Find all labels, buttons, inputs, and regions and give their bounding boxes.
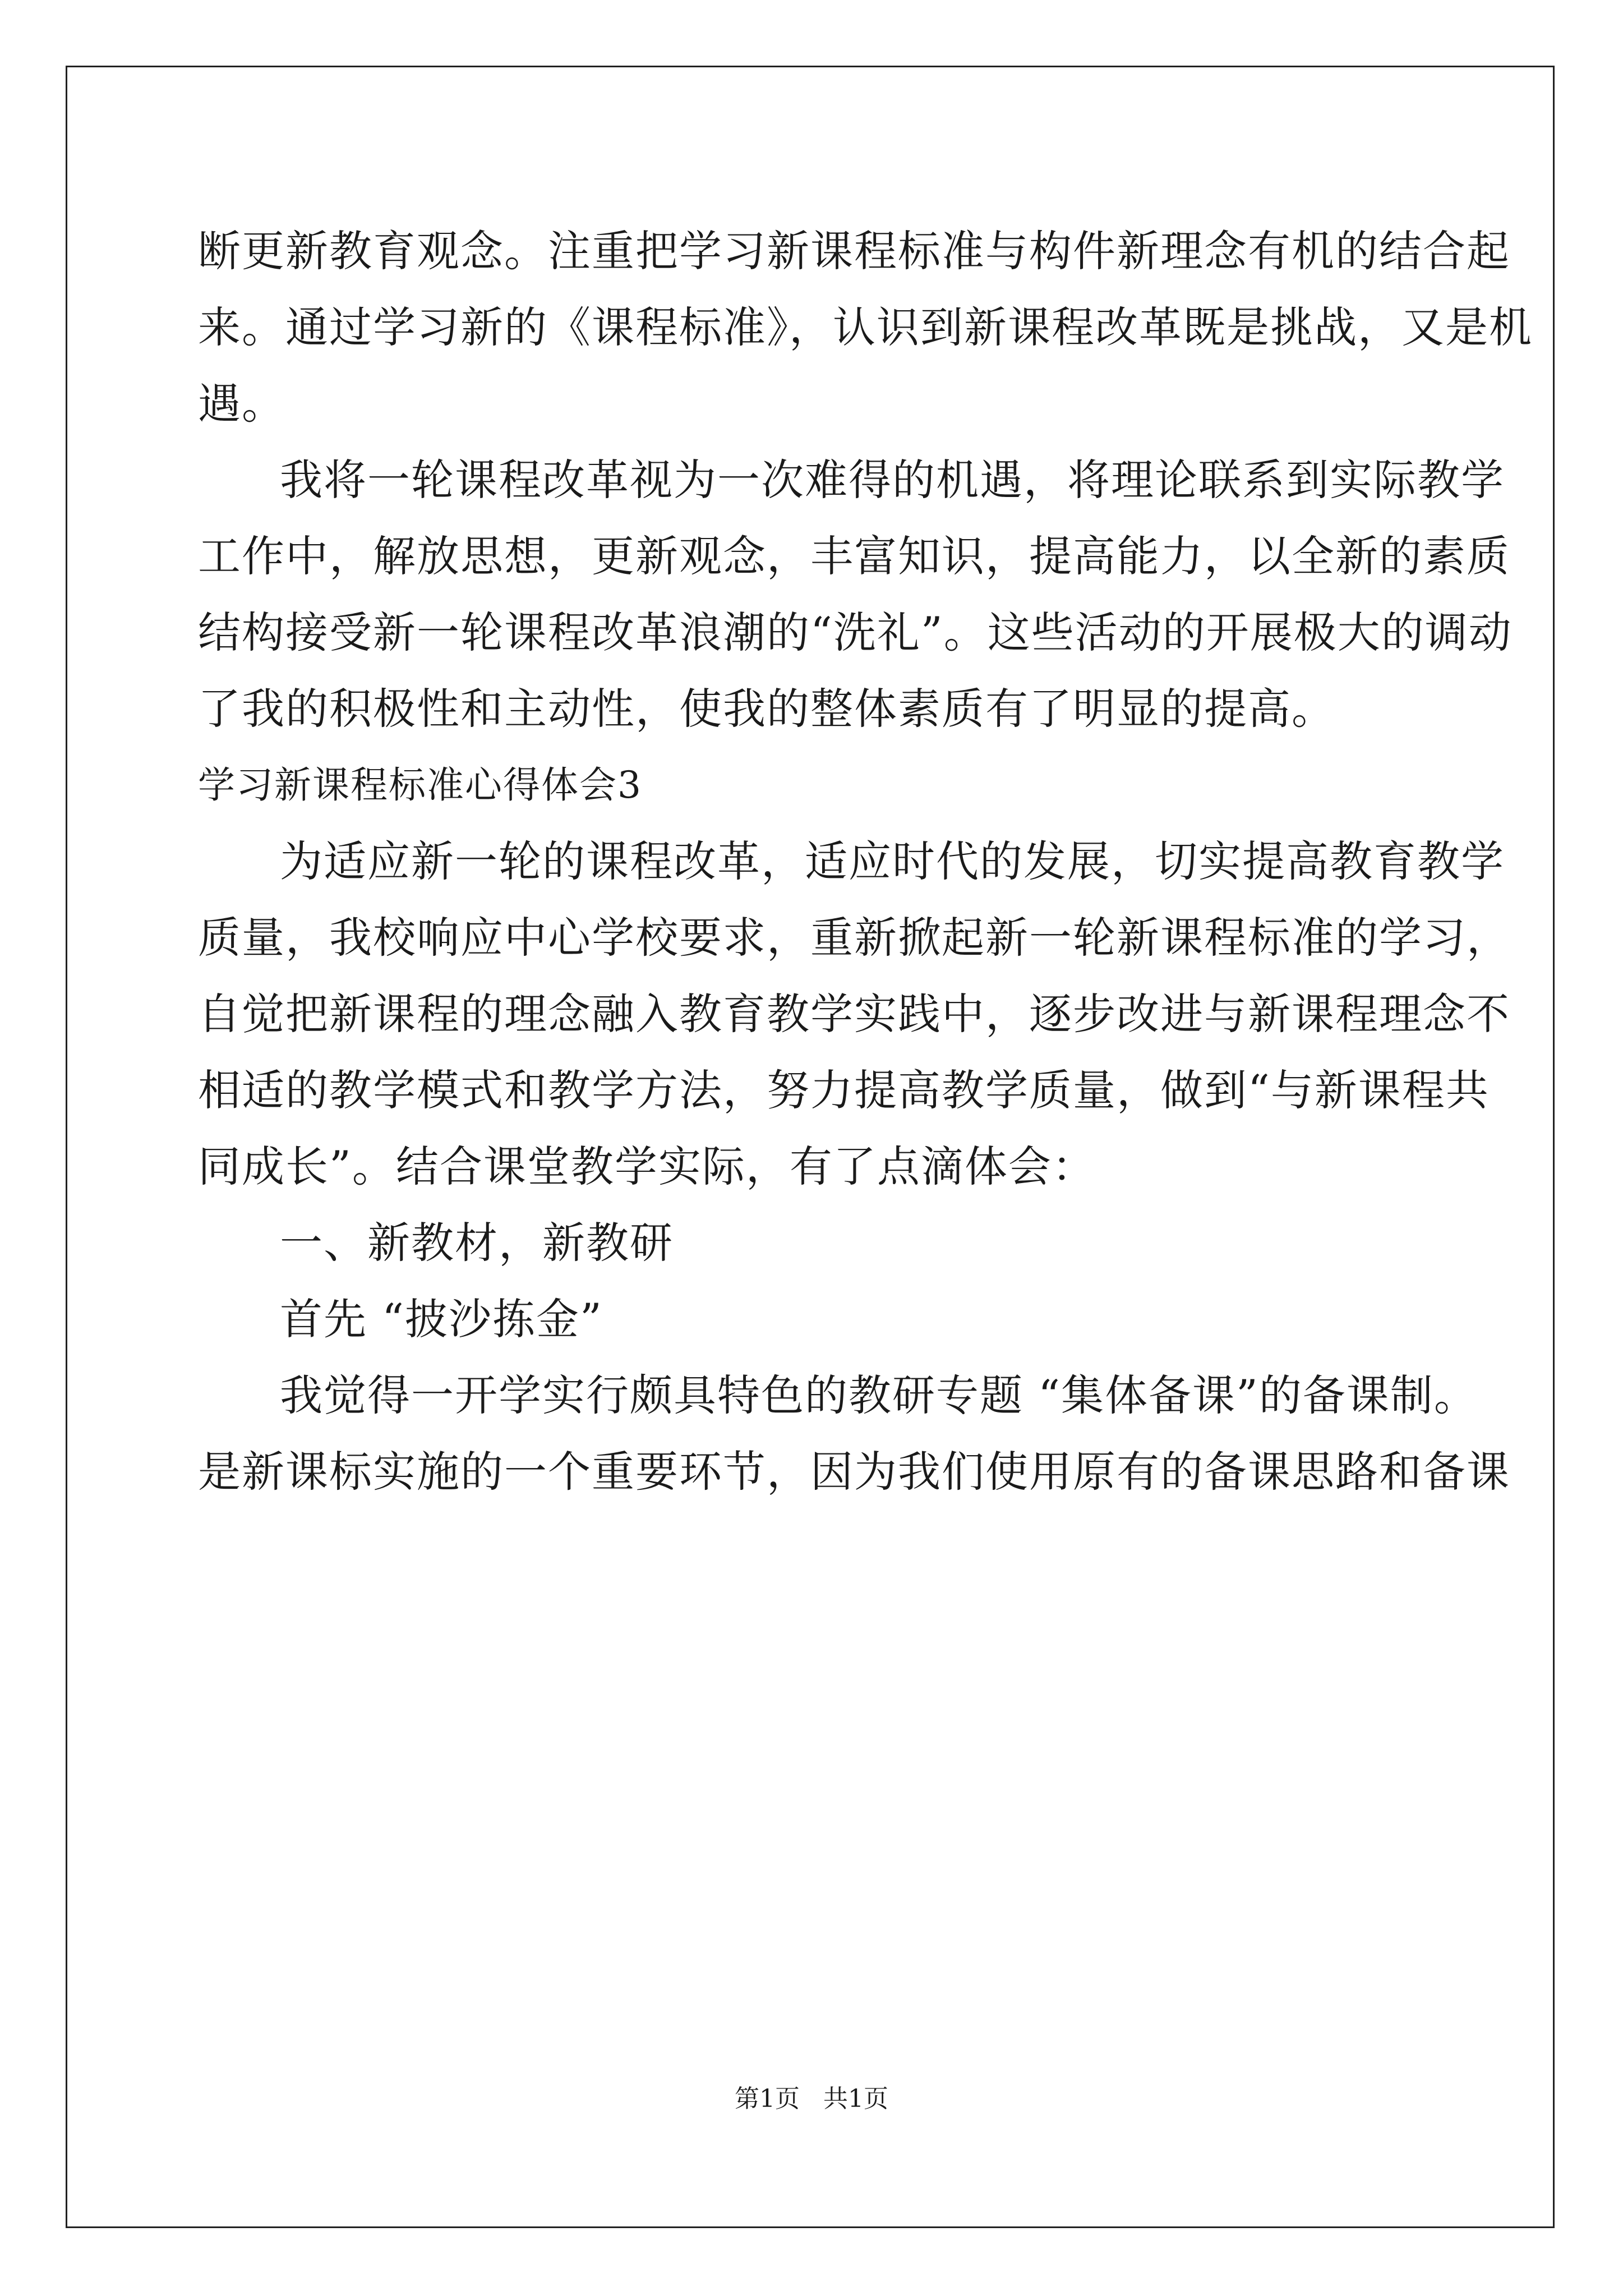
paragraph-line: 断更新教育观念。注重把学习新课程标准与构件新理念有机的结合起 (198, 226, 1510, 276)
paragraph-line: 相适的教学模式和教学方法，努力提高教学质量，做到“与新课程共 (198, 1065, 1490, 1115)
paragraph-line: 为适应新一轮的课程改革，适应时代的发展，切实提高教育教学 (280, 836, 1505, 886)
paragraph-line: 自觉把新课程的理念融入教育教学实践中，逐步改进与新课程理念不 (198, 989, 1510, 1039)
page-footer (0, 2082, 1623, 2116)
paragraph-line: 来。通过学习新的《课程标准》，认识到新课程改革既是挑战，又是机 (198, 302, 1533, 352)
paragraph-line: 我觉得一开学实行颇具特色的教研专题 “集体备课”的备课制。 (280, 1370, 1478, 1420)
document-body (198, 213, 1533, 1510)
paragraph-line: 工作中，解放思想，更新观念，丰富知识，提高能力，以全新的素质 (198, 531, 1510, 581)
page-total: 共1页 (823, 2085, 888, 2113)
paragraph-line: 质量，我校响应中心学校要求，重新掀起新一轮新课程标准的学习， (198, 913, 1510, 963)
paragraph-line: 是新课标实施的一个重要环节，因为我们使用原有的备课思路和备课 (198, 1447, 1510, 1497)
paragraph-line: 了我的积极性和主动性，使我的整体素质有了明显的提高。 (198, 684, 1335, 734)
section-title: 学习新课程标准心得体会3 (198, 763, 642, 807)
paragraph-line: 我将一轮课程改革视为一次难得的机遇，将理论联系到实际教学 (280, 455, 1505, 505)
page-number: 第1页 (735, 2085, 800, 2113)
paragraph-line: 遇。 (198, 379, 285, 429)
paragraph-line: 同成长”。结合课堂教学实际，有了点滴体会： (198, 1142, 1096, 1191)
subheading: 首先 “披沙拣金” (280, 1294, 603, 1344)
paragraph-line: 结构接受新一轮课程改革浪潮的“洗礼”。这些活动的开展极大的调动 (198, 608, 1513, 657)
heading: 一、新教材，新教研 (280, 1218, 674, 1268)
